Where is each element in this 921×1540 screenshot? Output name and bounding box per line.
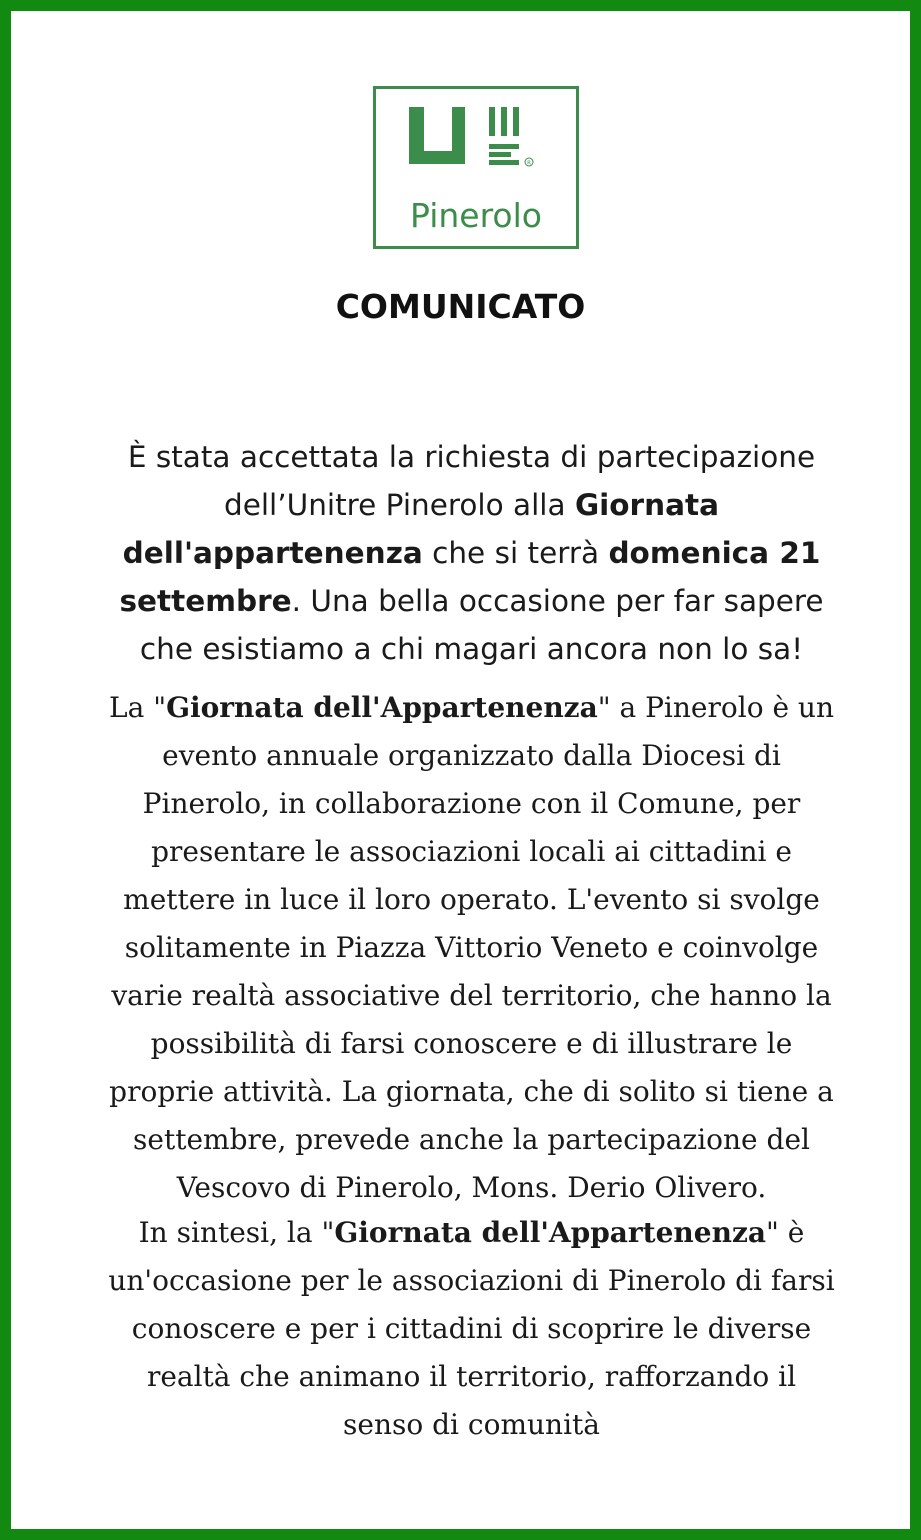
body-line: mettere in luce il loro operato. L'evento si svolge [123,883,820,916]
unitre-logo [373,86,579,249]
intro-line: dell’Unitre Pinerolo alla Giornata [223,488,720,522]
summary-line: senso di comunità [343,1408,600,1441]
intro-paragraph [71,433,872,673]
body-line: Pinerolo, in collaborazione con il Comune, per [142,787,801,820]
description-paragraph [61,684,882,1212]
page-title: COMUNICATO [335,287,586,326]
body-line: Vescovo di Pinerolo, Mons. Derio Olivero. [176,1171,767,1204]
summary-line: In sintesi, la "Giornata dell'Appartenenza" è [138,1216,805,1249]
body-line: presentare le associazioni locali ai cittadini e [151,835,792,868]
intro-line: settembre. Una bella occasione per far sapere [119,584,824,618]
intro-line: dell'appartenenza che si terrà domenica 21 [122,536,821,570]
body-line: solitamente in Piazza Vittorio Veneto e coinvolge [124,931,819,964]
body-line: settembre, prevede anche la partecipazione del [133,1123,810,1156]
body-line: La "Giornata dell'Appartenenza" a Pinerolo è un [109,691,834,724]
intro-line: È stata accettata la richiesta di partecipazione [127,440,816,474]
logo-text: Pinerolo [410,196,542,235]
body-line: possibilità di farsi conoscere e di illustrare le [150,1027,793,1060]
body-line: proprie attività. La giornata, che di solito si tiene a [109,1075,834,1108]
summary-paragraph [61,1209,882,1449]
intro-line: che esistiamo a chi magari ancora non lo sa! [139,632,804,666]
body-line: varie realtà associative del territorio, che hanno la [111,979,832,1012]
svg-text:R: R [527,160,531,167]
summary-line: conoscere e per i cittadini di scoprire le diverse [131,1312,812,1345]
summary-line: un'occasione per le associazioni di Pinerolo di farsi [108,1264,835,1297]
summary-line: realtà che animano il territorio, rafforzando il [146,1360,797,1393]
body-line: evento annuale organizzato dalla Diocesi di [162,739,781,772]
